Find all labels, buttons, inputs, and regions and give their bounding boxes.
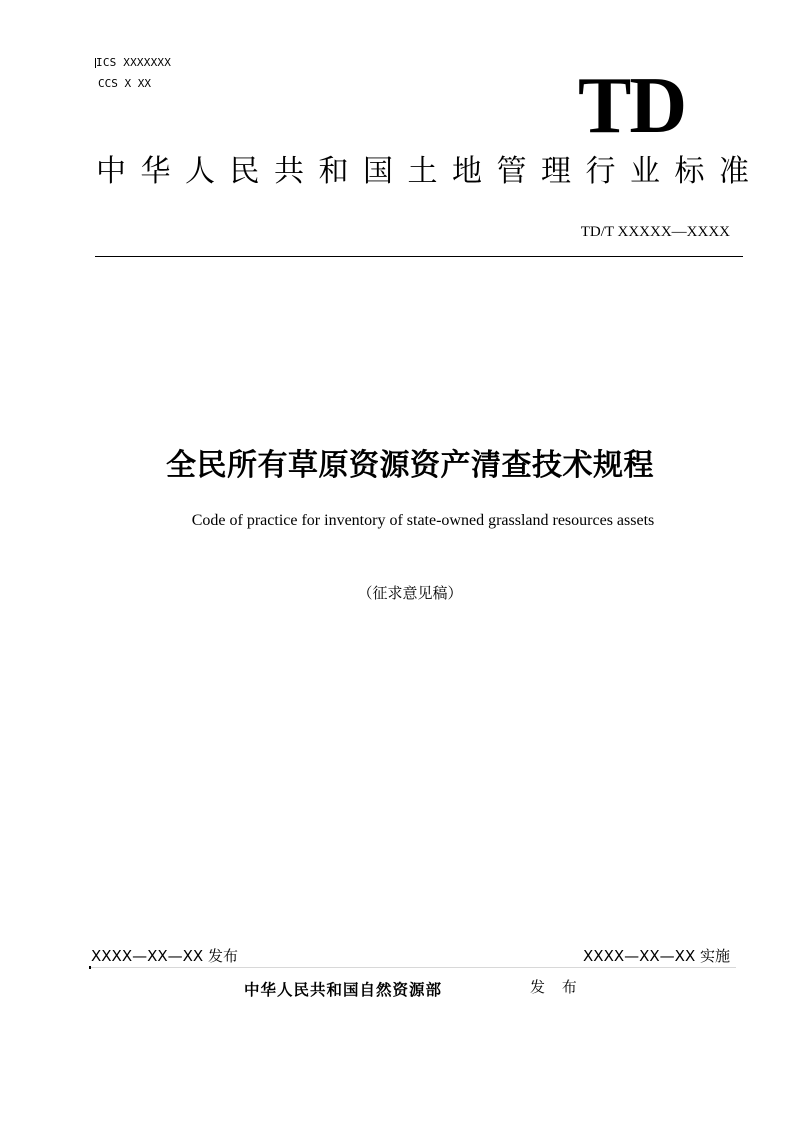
td-logo: TD (578, 62, 686, 150)
header-divider (95, 256, 743, 257)
implement-date: XXXX—XX—XX 实施 (583, 947, 730, 965)
standard-number: TD/T XXXXX—XXXX (580, 224, 730, 240)
draft-status: （征求意见稿） (357, 584, 463, 602)
standard-category: 中华人民共和国土地管理行业标准 (96, 154, 764, 189)
issue-word: 发 布 (530, 978, 583, 996)
footer-divider (90, 967, 736, 968)
publish-date: XXXX—XX—XX 发布 (91, 947, 238, 965)
footer-divider-mark (89, 966, 91, 969)
document-title-english: Code of practice for inventory of state-owned grassland resources assets (191, 512, 655, 529)
issuer: 中华人民共和国自然资源部 (244, 981, 443, 999)
ccs-code: CCS X XX (98, 77, 151, 90)
ics-code: ICS XXXXXXX (96, 56, 172, 69)
document-title-chinese: 全民所有草原资源资产清查技术规程 (166, 448, 654, 483)
